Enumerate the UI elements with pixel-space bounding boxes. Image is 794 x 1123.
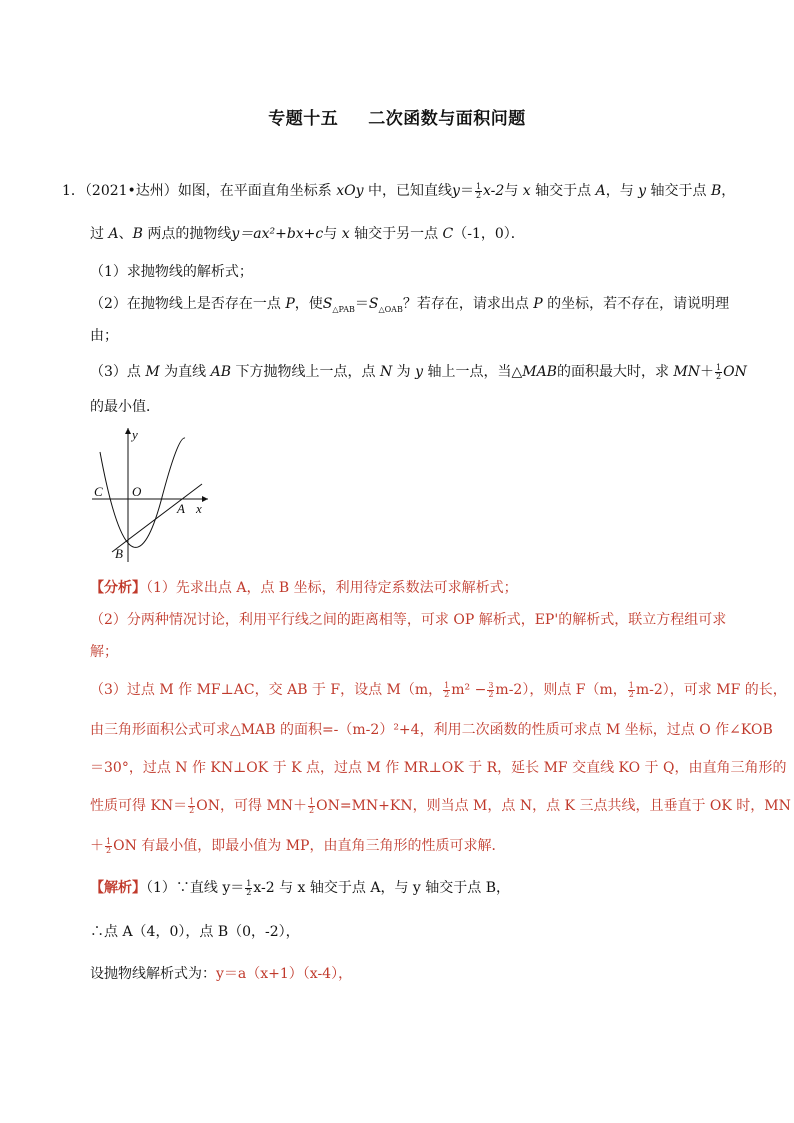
text-segment: ON 有最小值，即最小值为 MP，由直角三角形的性质可求解．	[113, 838, 506, 854]
math-var: C	[442, 226, 454, 242]
text-segment: ＝30°，过点 N 作 KN⊥OK 于 K 点，过点 M 作 MR⊥OK 于 R，延长 MF 交直线 KO 于 Q，由直角三角形的	[90, 760, 787, 776]
fraction-half: $\frac{1}{2}$	[444, 680, 450, 699]
text-segment: ＋	[90, 838, 104, 854]
fraction-half: $\frac{1}{2}$	[106, 836, 112, 855]
text-segment: 过	[90, 226, 104, 242]
math-expr: x-2	[483, 183, 505, 199]
parabola-graph	[90, 424, 214, 564]
solution-line-1	[90, 878, 510, 898]
analysis-tag: 【分析】	[90, 580, 146, 596]
graph-label-x: x	[196, 501, 202, 516]
graph-label-y: y	[132, 427, 138, 442]
text-segment: ，与	[605, 183, 634, 199]
text-segment: （2）在抛物线上是否存在一点	[90, 296, 281, 312]
math-var: M	[145, 364, 160, 380]
text-segment: x-2 与 x 轴交于点 A，与 y 轴交于点 B，	[253, 880, 511, 896]
math-op: ＝	[459, 183, 474, 199]
question-2: （2）在抛物线上是否存在一点 P，使$S_{\triangle PAB}=S_{\triangle OAB}$？若存在，请求出点 P 的坐标，若不存在，请说明理	[90, 296, 730, 314]
subscript: △PAB	[332, 304, 355, 314]
analysis-line-5	[90, 720, 773, 740]
text-segment: （1）先求出点 A，点 B 坐标，利用待定系数法可求解析式；	[146, 580, 518, 596]
text-segment: ？若存在，请求出点	[402, 296, 529, 312]
text-segment: （2）分两种情况讨论，利用平行线之间的距离相等，可求 OP 解析式，EP'的解析式，联立方程组可求	[90, 612, 727, 628]
fraction-half: $\frac{1}{2}$	[716, 362, 722, 381]
text-segment: 如图，在平面直角坐标系	[177, 183, 332, 199]
text-segment: （3）过点 M 作 MF⊥AC，交 AB 于 F，设点 M（m，	[90, 682, 443, 698]
solution-line-3	[90, 964, 352, 984]
analysis-line-7	[90, 796, 791, 816]
text-segment: ON，可得 MN＋	[196, 798, 308, 814]
text-segment: ∴点 A（4，0），点 B（0，-2），	[90, 924, 300, 940]
solution-tag: 【解析】	[90, 880, 146, 896]
math-var: S	[368, 296, 379, 312]
coord-system-label: xOy	[336, 183, 364, 199]
problem-line-2	[90, 224, 525, 244]
math-var: x	[341, 226, 350, 242]
math-var: y	[452, 183, 460, 199]
math-var: MN	[673, 364, 701, 380]
text-segment: y＝a（x+1）（x-4），	[216, 966, 353, 982]
question-2-cont	[90, 326, 118, 346]
text-segment: 与	[504, 183, 519, 199]
fraction-half: $\frac{1}{2}$	[246, 878, 252, 897]
graph-label-o: O	[132, 484, 142, 499]
text-segment: 中，已知直线	[368, 183, 453, 199]
math-var: AB	[210, 364, 232, 380]
line-ab	[112, 484, 202, 552]
question-1	[90, 262, 253, 282]
text-segment: 由；	[90, 328, 118, 344]
text-segment: 设抛物线解析式为：	[90, 966, 216, 982]
math-var: N	[379, 364, 393, 380]
text-segment: 轴上一点，当	[427, 364, 512, 380]
text-segment: 的最小值．	[90, 399, 160, 415]
math-var: B	[132, 226, 143, 242]
analysis-line-8	[90, 836, 505, 856]
text-segment: 由三角形面积公式可求△MAB 的面积=-（m-2）²+4，利用二次函数的性质可求点 M 坐标，过点 O 作∠KOB	[90, 722, 773, 738]
analysis-line-2	[90, 610, 726, 630]
question-3	[90, 362, 747, 382]
math-var: y	[638, 183, 647, 199]
problem-source: （2021•达州）	[84, 183, 178, 199]
text-segment: 为直线	[164, 364, 207, 380]
math-var: A	[595, 183, 606, 199]
math-var: A	[108, 226, 119, 242]
fraction-three-halves: $\frac{3}{2}$	[488, 680, 494, 699]
title-part1: 专题十五	[268, 109, 339, 129]
math-var: P	[285, 296, 295, 312]
math-var: x	[522, 183, 531, 199]
text-segment: （3）点	[90, 364, 141, 380]
parabola-curve	[100, 438, 185, 547]
text-segment: 轴交于点	[650, 183, 707, 199]
text-segment: 下方抛物线上一点，点	[235, 364, 376, 380]
text-segment: m-2），可求 MF 的长，	[635, 682, 787, 698]
subscript: △OAB	[378, 304, 403, 314]
text-segment: 解；	[90, 644, 118, 660]
parabola-equation: y＝ax²+bx+c	[231, 226, 324, 242]
graph-label-b: B	[115, 546, 123, 561]
text-segment: （1）∵直线 y＝	[146, 880, 245, 896]
text-segment: m² −	[451, 682, 487, 698]
solution-line-2	[90, 922, 300, 942]
problem-number: 1．	[62, 183, 85, 199]
math-op: ＋	[700, 364, 715, 380]
text-segment: 、	[118, 226, 133, 242]
text-segment: ，	[721, 183, 736, 199]
page-title	[0, 104, 794, 129]
math-var: △MAB	[511, 364, 557, 380]
x-axis-arrow-icon	[202, 496, 208, 502]
question-3-cont	[90, 397, 160, 417]
graph-label-c: C	[94, 484, 103, 499]
text-segment: 的坐标，若不存在，请说明理	[547, 296, 730, 312]
title-part2: 二次函数与面积问题	[368, 109, 526, 129]
math-var: S	[322, 296, 333, 312]
point-coord: （-1，0）．	[453, 226, 525, 242]
text-segment: 性质可得 KN＝	[90, 798, 188, 814]
text-segment: 轴交于另一点	[354, 226, 439, 242]
y-axis-arrow-icon	[125, 428, 131, 434]
fraction-half: $\frac{1}{2}$	[309, 796, 315, 815]
fraction-half: $\frac{1}{2}$	[189, 796, 195, 815]
analysis-line-1	[90, 578, 518, 598]
math-var: ON	[723, 364, 747, 380]
text-segment: 的面积最大时，求	[556, 364, 669, 380]
fraction-half: $\frac{1}{2}$	[475, 181, 482, 200]
q1-text: （1）求抛物线的解析式；	[90, 264, 253, 280]
text-segment: 与	[323, 226, 338, 242]
text-segment: ON=MN+KN，则当点 M，点 N，点 K 三点共线，且垂直于 OK 时，MN	[316, 798, 791, 814]
text-segment: 两点的抛物线	[147, 226, 232, 242]
analysis-line-4	[90, 680, 787, 700]
fraction-half: $\frac{1}{2}$	[628, 680, 634, 699]
graph-label-a: A	[177, 501, 185, 516]
analysis-line-6	[90, 758, 786, 778]
math-var: B	[711, 183, 722, 199]
text-segment: 为	[396, 364, 411, 380]
analysis-line-3	[90, 642, 118, 662]
math-var: y	[415, 364, 424, 380]
text-segment: 轴交于点	[535, 183, 592, 199]
text-segment: m-2），则点 F（m，	[495, 682, 627, 698]
text-segment: ，使	[294, 296, 323, 312]
problem-line-1	[62, 181, 735, 201]
math-var: P	[533, 296, 543, 312]
